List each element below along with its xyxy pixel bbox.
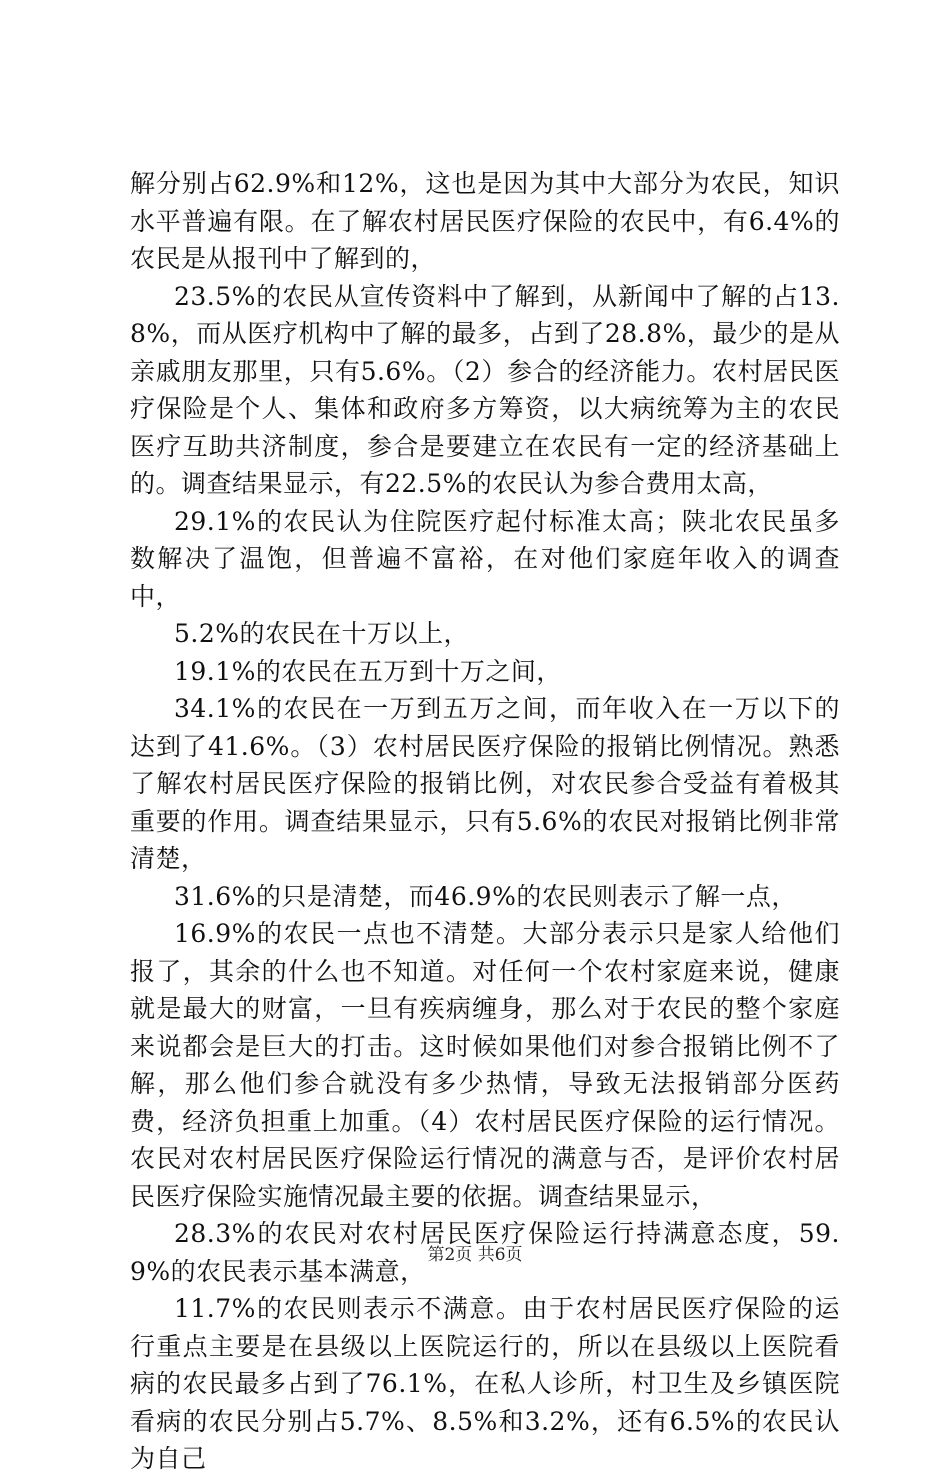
paragraph: 29.1%的农民认为住院医疗起付标准太高；陕北农民虽多数解决了温饱，但普遍不富裕，在对他们家庭年收入的调查中， (130, 506, 840, 611)
paragraph: 11.7%的农民则表示不满意。由于农村居民医疗保险的运行重点主要是在县级以上医院运行的，所以在县级以上医院看病的农民最多占到了76.1%，在私人诊所，村卫生及乡镇医院看病的农民分别占5.7%、8.5%和3.2%，还有6.5%的农民认为自己 (130, 1294, 840, 1473)
paragraph: 5.2%的农民在十万以上， (174, 619, 470, 648)
paragraph: 19.1%的农民在五万到十万之间， (174, 656, 562, 686)
document-body (130, 165, 840, 1478)
paragraph: 28.3%的农民对农村居民医疗保险运行持满意态度，59.9%的农民表示基本满意， (130, 1219, 840, 1286)
paragraph: 23.5%的农民从宣传资料中了解到，从新闻中了解的占13.8%，而从医疗机构中了解的最多，占到了28.8%，最少的是从亲戚朋友那里，只有5.6%。（2）参合的经济能力。农村居民医疗保险是个人、集体和政府多方筹资，以大病统筹为主的农民医疗互助共济制度，参合是要建立在农民有一定的经济基础上的。调查结果显示，有22.5%的农民认为参合费用太高， (130, 281, 840, 498)
paragraph: 16.9%的农民一点也不清楚。大部分表示只是家人给他们报了，其余的什么也不知道。对任何一个农村家庭来说，健康就是最大的财富，一旦有疾病缠身，那么对于农民的整个家庭来说都会是巨大的打击。这时候如果他们对参合报销比例不了解，那么他们参合就没有多少热情，导致无法报销部分医药费，经济负担重上加重。（4）农村居民医疗保险的运行情况。农民对农村居民医疗保险运行情况的满意与否，是评价农村居民医疗保险实施情况最主要的依据。调查结果显示， (130, 919, 840, 1211)
paragraph: 31.6%的只是清楚，而46.9%的农民则表示了解一点， (174, 881, 797, 911)
paragraph: 解分别占62.9%和12%，这也是因为其中大部分为农民，知识水平普遍有限。在了解农村居民医疗保险的农民中，有6.4%的农民是从报刊中了解到的， (130, 169, 840, 273)
page-number-footer: 第2页 共6页 (427, 1245, 523, 1265)
paragraph: 34.1%的农民在一万到五万之间，而年收入在一万以下的达到了41.6%。（3）农村居民医疗保险的报销比例情况。熟悉了解农村居民医疗保险的报销比例，对农民参合受益有着极其重要的作用。调查结果显示，只有5.6%的农民对报销比例非常清楚， (130, 694, 840, 873)
